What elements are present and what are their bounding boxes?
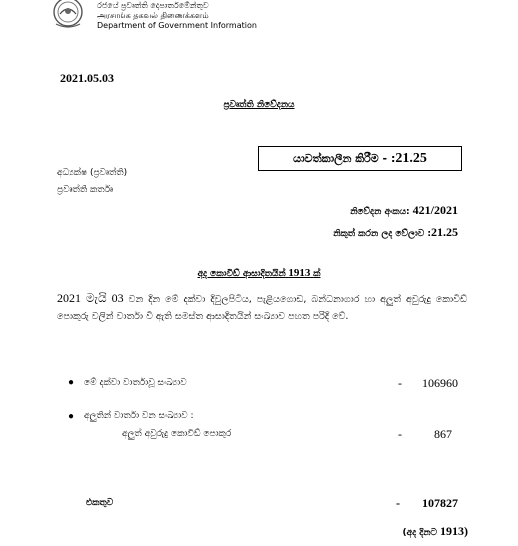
release-time (333, 225, 458, 240)
reported-count-dash: - (398, 376, 402, 390)
release-number-value: 421/2021 (412, 203, 458, 217)
total-dash: - (396, 496, 400, 510)
bullet-icon: ● (68, 411, 75, 422)
total-value: 107827 (422, 496, 458, 510)
header-sinhala: රජයේ ප්‍රවෘත්ති දෙපාර්තමේන්තුව (97, 1, 209, 10)
total-label: එකතුව (86, 498, 114, 508)
document-date: 2021.05.03 (60, 71, 114, 85)
reported-count-value: 106960 (422, 376, 458, 390)
paragraph-date: 2021 මැයි 03 (57, 291, 124, 305)
header-tamil: அரசாங்க தகவல் திணைக்களம் (97, 11, 209, 20)
update-label: යාවත්කාලීන කිරීම - : (293, 151, 396, 165)
update-time-box (258, 146, 462, 171)
new-count-dash: - (398, 427, 402, 441)
press-release-title: ප්‍රවෘත්ති නිවේදනය (223, 100, 295, 110)
today-note: (අද දිනට 1913) (402, 524, 468, 538)
bullet-icon: ● (68, 377, 75, 388)
body-paragraph (57, 290, 467, 325)
release-number (350, 203, 458, 218)
subheading: අද කොවිඩ් ආසාදිතයින් 1913 ක් (197, 267, 321, 279)
recipient-director: අධ්‍යක්ෂ (ප්‍රවෘත්ති) (57, 168, 128, 178)
new-count-label: අලුතින් වාර්තා වන සංඛ්‍යාව : (84, 411, 194, 421)
release-time-label: නිකුත් කරන ලද වේලාව : (333, 229, 431, 239)
new-count-value: 867 (434, 427, 452, 441)
update-time: 21.25 (395, 150, 427, 166)
release-time-value: 21.25 (431, 225, 458, 239)
paragraph-text: වන දින මේ දක්වා දිවුලපිටිය, පැළියගොඩ, බන්ධනාගාර හා අලුත් අවුරුදු කොවිඩ් පොකුරු වලින් වාර්තා වී ඇති සමස්ත ආසාදිතයින් සංඛ්‍යාව පහත පරිදි වේ. (57, 294, 467, 322)
new-year-cluster-label: අලුත් අවුරුදු කොවිඩ් පොකුර (122, 429, 232, 439)
reported-count-label: මේ දක්වා වාර්තාවූ සංඛ්‍යාව (84, 378, 187, 388)
header-english: Department of Government Information (97, 21, 257, 30)
recipient-editor: ප්‍රවෘත්ති කර්තෘ (57, 185, 114, 195)
release-number-label: නිවේදන අංකය: (350, 207, 410, 217)
government-emblem-icon (48, 0, 88, 30)
